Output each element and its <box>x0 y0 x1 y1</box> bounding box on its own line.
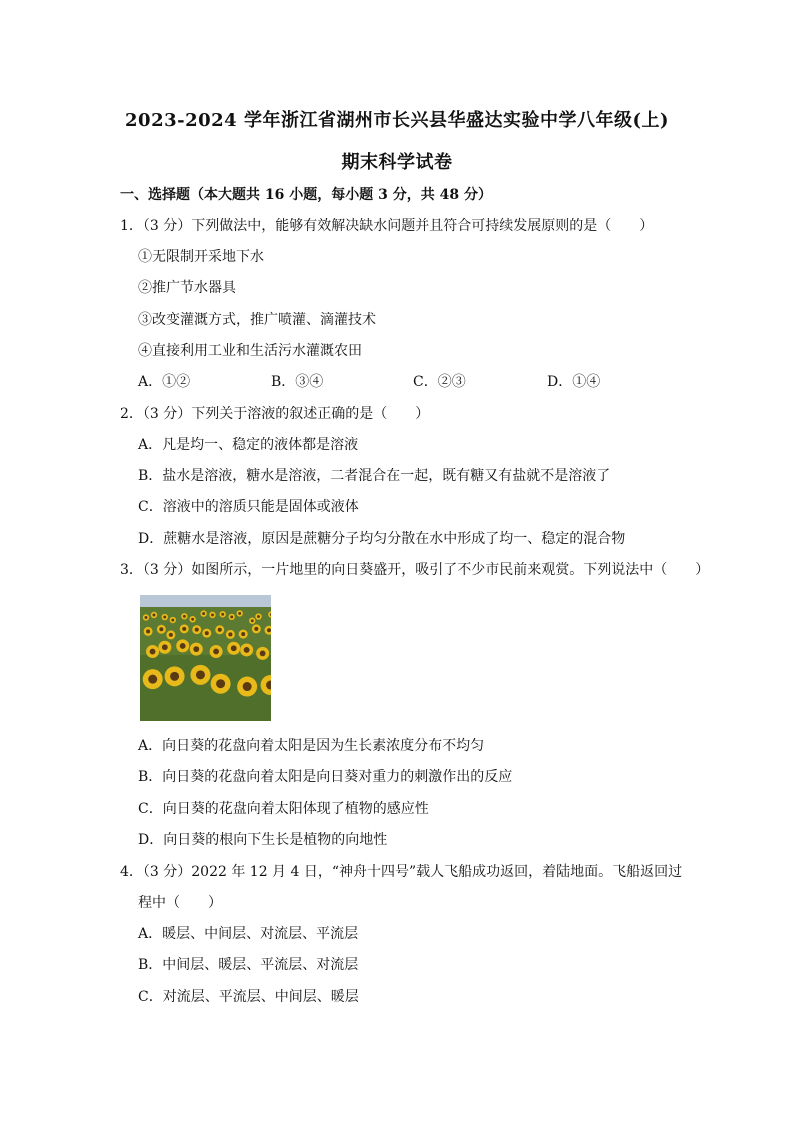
sunflower-field-image <box>140 595 271 721</box>
question-3-option-d: D．向日葵的根向下生长是植物的向地性 <box>138 832 388 848</box>
question-3-option-b: B．向日葵的花盘向着太阳是向日葵对重力的刺激作出的反应 <box>138 769 513 785</box>
question-2-option-a: A．凡是均一、稳定的液体都是溶液 <box>138 437 359 453</box>
question-4-option-c: C．对流层、平流层、中间层、暖层 <box>138 989 359 1005</box>
option-a: A．①② <box>138 374 191 390</box>
sunflower-center <box>170 672 179 681</box>
question-1-item: ①无限制开采地下水 <box>138 249 264 265</box>
question-2-option-d: D．蔗糖水是溶液，原因是蔗糖分子均匀分散在水中形成了均一、稳定的混合物 <box>138 531 626 547</box>
sunflower-center <box>196 670 205 679</box>
sunflower-center <box>150 649 156 655</box>
sunflower-center <box>159 627 163 631</box>
sunflower-center <box>257 615 260 618</box>
question-3-stem: 3．（3 分）如图所示，一片地里的向日葵盛开，吸引了不少市民前来观赏。下列说法中（ ） <box>120 562 710 578</box>
question-2-option-b: B．盐水是溶液，糖水是溶液，二者混合在一起，既有糖又有盐就不是溶液了 <box>138 468 611 484</box>
sunflower-center <box>191 618 194 621</box>
question-2-stem: 2．（3 分）下列关于溶液的叙述正确的是（ ） <box>120 406 430 422</box>
question-3-option-a: A．向日葵的花盘向着太阳是因为生长素浓度分布不均匀 <box>138 738 485 754</box>
sunflower-center <box>243 682 252 691</box>
sunflower-center <box>163 616 166 619</box>
exam-title-line1: 2023-2024 学年浙江省湖州市长兴县华盛达实验中学八年级(上) <box>125 110 669 131</box>
question-1-item: ②推广节水器具 <box>138 280 236 296</box>
sunflower-center <box>193 646 199 652</box>
sunflower-center <box>162 644 168 650</box>
sunflower-center <box>202 612 205 615</box>
question-4-stem-line1: 4．（3 分）2022 年 12 月 4 日，“神舟十四号”载人飞船成功返回，着陆地面。飞船返回过 <box>120 864 683 880</box>
question-4-option-a: A．暖层、中间层、对流层、平流层 <box>138 926 359 942</box>
sunflower-center <box>218 628 222 632</box>
sunflower-center <box>146 629 150 633</box>
sunflower-center <box>251 619 254 622</box>
sunflower-center <box>180 643 186 649</box>
question-1-stem: 1．（3 分）下列做法中，能够有效解决缺水问题并且符合可持续发展原则的是（ ） <box>120 218 654 234</box>
question-4-stem-line2: 程中（ ） <box>138 895 222 911</box>
sunflower-center <box>241 632 245 636</box>
sunflower-center <box>267 628 271 632</box>
option-c: C．②③ <box>413 374 466 390</box>
sunflower-center <box>145 616 148 619</box>
sunflower-center <box>148 675 157 684</box>
sunflower-center <box>213 649 219 655</box>
question-1-item: ③改变灌溉方式，推广喷灌、滴灌技术 <box>138 312 376 328</box>
sunflower-center <box>205 631 209 635</box>
question-1-options <box>138 372 658 392</box>
question-2-option-c: C．溶液中的溶质只能是固体或液体 <box>138 499 359 515</box>
exam-title-line2: 期末科学试卷 <box>341 152 453 173</box>
sunflower-center <box>221 613 224 616</box>
sunflower-center <box>228 632 232 636</box>
option-d: D．①④ <box>547 374 601 390</box>
sunflower-center <box>169 633 173 637</box>
sunflower-center <box>182 627 186 631</box>
sunflower-center <box>153 614 156 617</box>
sunflower-center <box>171 619 174 622</box>
sunflower-center <box>211 613 214 616</box>
question-4-option-b: B．中间层、暖层、平流层、对流层 <box>138 957 359 973</box>
question-1-item: ④直接利用工业和生活污水灌溉农田 <box>138 343 362 359</box>
sunflower-center <box>230 615 233 618</box>
question-3-option-c: C．向日葵的花盘向着太阳体现了植物的感应性 <box>138 801 429 817</box>
sunflower-center <box>260 650 266 656</box>
option-b: B．③④ <box>271 374 324 390</box>
sunflower-center <box>216 679 225 688</box>
section-heading: 一、选择题（本大题共 16 小题，每小题 3 分，共 48 分） <box>120 187 492 203</box>
sunflower-center <box>183 615 186 618</box>
sunflower-center <box>195 628 199 632</box>
sunflower-center <box>231 645 237 651</box>
sunflower-center <box>238 612 241 615</box>
sunflower-center <box>254 627 258 631</box>
sunflower-center <box>244 647 250 653</box>
